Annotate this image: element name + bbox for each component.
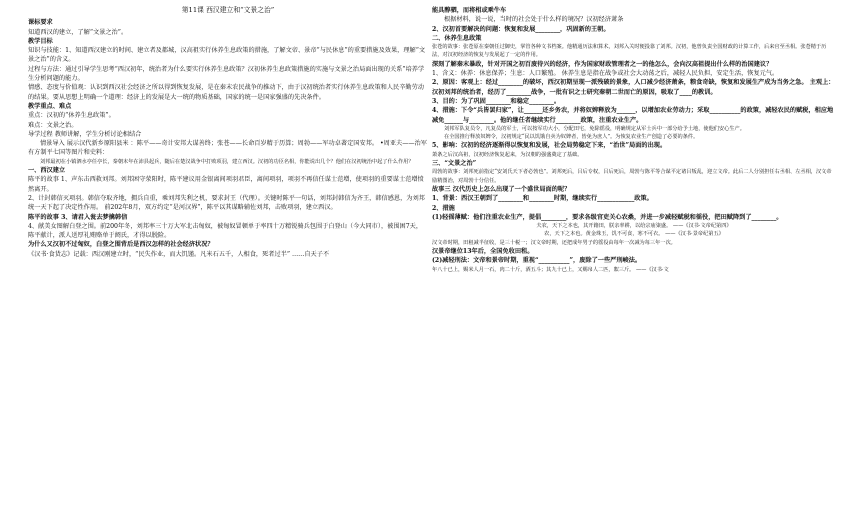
left-line-17: 为什么又汉初不过匈奴，白登之围背后是西汉怎样的社会经济状况？ — [28, 241, 214, 249]
right-line-10: 刘邦军队复员令，凡复员的军士，可以按军功大小，分配田宅，免除徭役，明确规定从军士兵中一部分给予土地，使他们安心生产。 — [444, 125, 745, 132]
left-line-15: 陈平的故事 3、请君入瓮去梦擒韩信 — [28, 213, 128, 221]
right-line-2: 2、汉初首要解决的问题：恢复和发展________，巩固新的王朝。 — [432, 25, 610, 33]
right-line-22: 汉文帝时期，田租减半征收，是三十税一；汉文帝时期，还把成年男子的徭役由每年一次减为每三年一次。 — [432, 239, 676, 246]
right-line-0: 能具醇驷，而将相或乘牛车 — [432, 7, 507, 14]
right-line-15: 周勃的故事：刘邦死前指定“安刘氏天下者必勃也”。刘邦死后，吕后专权，吕后死后，周勃与陈平等合谋平定诸吕叛乱，迎立文帝。此后二人分别担任右丞相、左丞相，汉文帝励精图治，对周勃十分信任。 — [432, 169, 832, 184]
right-line-14: 三、“文景之治” — [432, 160, 477, 168]
left-line-12: 一、西汉建立 — [28, 167, 66, 175]
right-line-5: 深刻了解秦末暴政，针对开国之初百废待兴的经济，作为国家财政管理者之一的他怎么，会向汉高祖提出什么样的治国建议？ — [432, 60, 773, 68]
right-line-7: 2、原因：客观上：经过________的破坏，西汉初期呈现一派残破的景象，人口减少经济萧条，粮食奇缺，恢复和发展生产成为当务之急。 主观上：汉初刘邦的统治者，经历了________战争，一批有识之士研究秦朝二世而亡的原因，吸取了____的教训。 — [432, 79, 835, 96]
right-line-8: 3、目的：为了巩固________和稳定________。 — [432, 97, 561, 105]
left-line-4: 过程与方法：通过引导学生思考“西汉初年，统治者为什么要实行休养生息政策？汉初休养生息政策措施的实施与文景之治局面出现的关系”培养学生分析问题的能力。 — [28, 65, 425, 83]
right-line-9: 4、措施：下令“兵皆罢归家”，让______还乡务农，并将奴婢释放为______，以增加农业劳动力；采取__________的政策，减轻农民的赋税，相应地减免______与________。他的继任者继续实行________政策，注重农业生产。 — [432, 107, 834, 124]
right-line-13: 萧条之后汉高祖，汉初经济恢复起来，为汉朝的强盛奠定了基础。 — [432, 151, 583, 158]
left-line-16: 4、献美女图解白登之围。前200年冬，刘邦率三十万大军北击匈奴，被匈奴冒顿单于率四十万精锐骑兵包围于白登山（今大同市），被围困7天，陈平献计，派人送厚礼贿赂单于阏氏，才得以脱险。 — [28, 222, 423, 240]
left-line-5: 情感、态度与价值观：认识到西汉社会经济之所以得到恢复发展，是在秦末农民战争的推动下，由于汉初统治者实行休养生息政策和人民辛勤劳动的结果。要从思想上明确一个道理：经济上的发展是大一统的物质基础，国家的统一是国家强盛的先决条件。 — [28, 84, 424, 101]
right-line-1: 根据材料，说一说，当时的社会处于什么样的境况？汉初经济萧条 — [444, 16, 624, 24]
right-line-25: 年八十已上，赐米人月一石，肉二十斤，酒五斗；其九十已上，又赐帛人二匹，絮三斤。 ——《汉书·文 — [432, 266, 669, 273]
right-line-18: 2、措施 — [432, 204, 455, 212]
right-line-4: 张苍的故事：张苍原在秦朝任过御史，掌管各种文书档案。他精通历法和算术，刘邦入关时便投靠了刘邦。汉初，他曾负责全国财政的计算工作，后来官至丞相。张苍精于历法，对汉初经济的恢复与发展起了一定的作用。 — [432, 44, 827, 59]
left-line-6: 教学重点、难点 — [28, 102, 72, 110]
right-line-24: (2)减轻刑法：文帝和景帝时期，重视“__________”，废除了一些严刑峻法。 — [432, 257, 642, 265]
right-line-6: 1、含义：休养：休息保养；生息：人口繁殖。 休养生息是指在战争或社会大动荡之后，减轻人民负担，安定生活，恢复元气。 — [432, 70, 779, 78]
right-line-16: 故事三 汉代历史上怎么出现了一个盛世局面的呢？ — [432, 185, 571, 193]
right-line-20: 夫农，天下之本也，其开籍田，朕亲率耕，以给宗庙粢盛。 ——《汉书·文帝纪第四》 — [536, 223, 732, 230]
left-column — [28, 6, 428, 522]
right-line-3: 二、休养生息政策 — [432, 34, 482, 42]
left-line-7: 重点：汉初的“休养生息政策”。 — [28, 112, 115, 120]
left-line-11: 刘邦最初在小镇泗水亭任亭长，秦朝末年在沛县起兵，随后在楚汉战争中打败项羽，建立西汉。汉初的功臣名相，你能说出几个？他们在汉初统治中起了什么作用？ — [40, 158, 414, 165]
right-line-19: (1)轻徭薄赋：他们注重农业生产，提倡________，要求各级官吏关心农桑，并进一步减轻赋税和徭役，把田赋降到了________。 — [432, 213, 783, 221]
right-line-12: 5、影响：汉初的经济逐渐得以恢复和发展，社会局势稳定下来，“治世”局面的出现。 — [432, 142, 667, 150]
right-column-body — [432, 6, 836, 274]
right-column — [432, 6, 836, 522]
left-line-18: 《汉书·食货志》记载：西汉刚建立时，“民失作业，而大饥馑。凡米石五千，人相食，死者过半” ……自天子不 — [28, 250, 330, 258]
left-column-body — [28, 18, 428, 259]
right-line-21: 农，天下之本也。黄金珠玉，饥不可食，寒不可衣。 ——《汉书·景帝纪第五》 — [544, 231, 724, 238]
left-line-0: 课标要求 — [28, 19, 53, 27]
left-line-1: 知道西汉的建立，了解“文景之治”。 — [28, 28, 128, 36]
left-line-14: 2、计封韩信灭项羽。韩信夺取齐地，拥兵自重，乘刘邦失利之机，要求封王（代理）。关键时陈平一句话，刘邦封韩信为齐王，韩信感恩，为刘邦统一天下起了决定性作用。 前202年8月，双方约定“是河汉界”，陈平以其谋略辅佐刘邦，击败项羽，建立西汉。 — [28, 194, 425, 212]
right-line-11: 在全国推行释放奴婢令，汉初规定“民以饥饿自卖为奴婢者，皆免为庶人”。为恢复农业生产创造了必要的条件。 — [444, 134, 699, 141]
right-line-17: 1、背景：西汉王朝到了________和________时期，继续实行____________政策。 — [432, 195, 653, 203]
lesson-title: 第11课 西汉建立和“文景之治” — [181, 6, 275, 14]
right-line-23: 汉景帝继位13年后，全国免收田租。 — [432, 248, 534, 256]
left-line-13: 陈平的故事 1、声东击西救刘邦。刘邦困守荥阳时，陈平建议用金银离间项羽君臣，离间项羽，项羽不再信任谋士范增，使项羽的重要谋士范增愤然离开。 — [28, 176, 424, 193]
left-line-10: 情景导入 展示汉代新乡原阳县米 ：陈平——奇计安邦大谋善终；张苍——长命百岁精于历算；周勃——军功卓著定国安邦。 •周亚夫——治军有方制平七国等图片和史料： — [28, 140, 427, 157]
left-line-9: 导学过程 教师讲解，学生分析讨论相结合 — [28, 130, 142, 138]
left-line-8: 难点：文景之治。 — [28, 121, 78, 129]
left-line-2: 教学目标 — [28, 37, 53, 45]
left-line-3: 知识与技能：1、知道西汉建立的时间、建立者及都城，汉高祖实行休养生息政策的措施，了解文帝、景帝“与民休息”的重要措施及效果，理解“文景之治”的含义。 — [28, 47, 426, 64]
